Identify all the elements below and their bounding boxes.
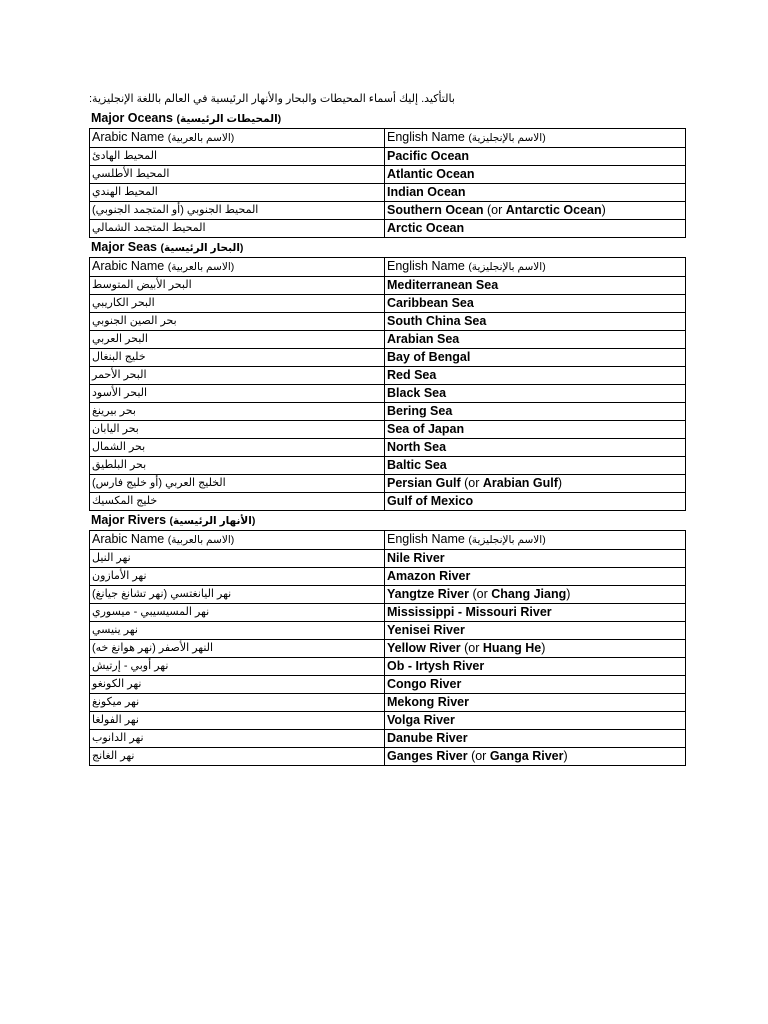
alt-suffix: ) (566, 587, 571, 601)
document (89, 90, 681, 766)
english-name-cell (385, 184, 686, 202)
header-english-label-ar: (الاسم بالإنجليزية) (468, 534, 546, 546)
english-name-cell (385, 622, 686, 640)
english-name-cell (385, 586, 686, 604)
english-name: Ganges River (387, 749, 468, 763)
header-english-name (385, 531, 686, 550)
english-name-cell (385, 385, 686, 403)
alt-prefix: (or (460, 641, 483, 655)
table-row (90, 220, 686, 238)
table-row (90, 202, 686, 220)
intro-text: بالتأكيد. إليك أسماء المحيطات والبحار والأنهار الرئيسية في العالم باللغة الإنجليزية: (89, 93, 455, 105)
table-row (90, 748, 686, 766)
english-name: Mekong River (387, 695, 469, 709)
table-row (90, 604, 686, 622)
table-row (90, 730, 686, 748)
arabic-name-cell: البحر الكاريبي (90, 295, 385, 313)
header-arabic-label-ar: (الاسم بالعربية) (167, 534, 235, 546)
english-name: Persian Gulf (387, 476, 461, 490)
english-name-cell (385, 493, 686, 511)
english-name: Baltic Sea (387, 458, 447, 472)
table-row (90, 331, 686, 349)
table-row (90, 166, 686, 184)
english-name: Ob - Irtysh River (387, 659, 485, 673)
arabic-name-cell: بحر بيرينغ (90, 403, 385, 421)
english-name-cell (385, 166, 686, 184)
english-name: Arctic Ocean (387, 221, 465, 235)
english-name-cell (385, 367, 686, 385)
header-arabic-name (90, 129, 385, 148)
header-english-label-ar: (الاسم بالإنجليزية) (468, 261, 546, 273)
alt-prefix: (or (468, 587, 492, 601)
arabic-name-cell: البحر الأحمر (90, 367, 385, 385)
header-english-label-ar: (الاسم بالإنجليزية) (468, 132, 546, 144)
arabic-name-cell: نهر النيل (90, 550, 385, 568)
arabic-name-cell: خليج المكسيك (90, 493, 385, 511)
alt-prefix: (or (483, 203, 506, 217)
header-english-label: English Name (387, 130, 465, 144)
english-name-cell (385, 403, 686, 421)
section-title-rivers (89, 511, 681, 530)
arabic-name-cell: النهر الأصفر (نهر هوانغ خه) (90, 640, 385, 658)
english-name: Pacific Ocean (387, 149, 469, 163)
english-name-cell (385, 220, 686, 238)
table-row (90, 421, 686, 439)
section-title-en: Major Seas (91, 240, 158, 254)
arabic-name-cell: نهر المسيسيبي - ميسوري (90, 604, 385, 622)
english-name-cell (385, 202, 686, 220)
header-english-name (385, 258, 686, 277)
english-name-cell (385, 712, 686, 730)
section-title-seas (89, 238, 681, 257)
table-row (90, 439, 686, 457)
table-seas (89, 257, 686, 511)
alt-suffix: ) (541, 641, 546, 655)
arabic-name-cell: نهر الأمازون (90, 568, 385, 586)
header-english-name (385, 129, 686, 148)
section-title-ar: (البحار الرئيسية) (160, 242, 244, 254)
english-name-cell (385, 457, 686, 475)
section-title-ar: (المحيطات الرئيسية) (176, 113, 282, 125)
table-row (90, 457, 686, 475)
english-name: Gulf of Mexico (387, 494, 474, 508)
table-row (90, 586, 686, 604)
table-row (90, 640, 686, 658)
english-name: Volga River (387, 713, 455, 727)
english-name-cell (385, 730, 686, 748)
english-name-cell (385, 295, 686, 313)
english-name-cell (385, 694, 686, 712)
header-arabic-label: Arabic Name (92, 130, 165, 144)
english-name: Nile River (387, 551, 445, 565)
english-name: North Sea (387, 440, 447, 454)
table-row (90, 349, 686, 367)
arabic-name-cell: البحر الأبيض المتوسط (90, 277, 385, 295)
arabic-name-cell: المحيط الهادئ (90, 148, 385, 166)
english-name: Arabian Sea (387, 332, 460, 346)
arabic-name-cell: نهر أوبي - إرتيش (90, 658, 385, 676)
english-name: Yellow River (387, 641, 461, 655)
english-name-cell (385, 748, 686, 766)
english-name: Red Sea (387, 368, 437, 382)
table-row (90, 277, 686, 295)
english-name: Danube River (387, 731, 468, 745)
english-name-cell (385, 604, 686, 622)
header-arabic-label-ar: (الاسم بالعربية) (167, 261, 235, 273)
alt-prefix: (or (460, 476, 483, 490)
arabic-name-cell: الخليج العربي (أو خليج فارس) (90, 475, 385, 493)
arabic-name-cell: نهر ميكونغ (90, 694, 385, 712)
english-alt-name: Antarctic Ocean (505, 203, 602, 217)
english-name-cell (385, 568, 686, 586)
alt-suffix: ) (563, 749, 568, 763)
english-name: Indian Ocean (387, 185, 466, 199)
arabic-name-cell: بحر البلطيق (90, 457, 385, 475)
section-title-oceans (89, 109, 681, 128)
arabic-name-cell: نهر الكونغو (90, 676, 385, 694)
english-name: Southern Ocean (387, 203, 484, 217)
arabic-name-cell: نهر اليانغتسي (نهر تشانغ جيانغ) (90, 586, 385, 604)
english-alt-name: Arabian Gulf (482, 476, 558, 490)
section-title-en: Major Rivers (91, 513, 167, 527)
table-row (90, 568, 686, 586)
sections-container (89, 109, 681, 766)
english-name-cell (385, 640, 686, 658)
arabic-name-cell: نهر الدانوب (90, 730, 385, 748)
arabic-name-cell: بحر الشمال (90, 439, 385, 457)
table-row (90, 403, 686, 421)
table-row (90, 622, 686, 640)
table-row (90, 148, 686, 166)
table-rivers (89, 530, 686, 766)
english-name: Yangtze River (387, 587, 469, 601)
section-title-ar: (الأنهار الرئيسية) (169, 515, 256, 527)
header-arabic-name (90, 258, 385, 277)
arabic-name-cell: بحر اليابان (90, 421, 385, 439)
header-arabic-label-ar: (الاسم بالعربية) (167, 132, 235, 144)
table-oceans (89, 128, 686, 238)
table-row (90, 676, 686, 694)
arabic-name-cell: نهر الغانج (90, 748, 385, 766)
english-name-cell (385, 349, 686, 367)
table-row (90, 712, 686, 730)
section-title-en: Major Oceans (91, 111, 173, 125)
table-row (90, 550, 686, 568)
table-row (90, 658, 686, 676)
arabic-name-cell: خليج البنغال (90, 349, 385, 367)
english-name-cell (385, 331, 686, 349)
alt-suffix: ) (557, 476, 563, 490)
table-row (90, 475, 686, 493)
english-name-cell (385, 313, 686, 331)
english-name: Mediterranean Sea (387, 278, 499, 292)
english-name-cell (385, 439, 686, 457)
table-row (90, 694, 686, 712)
english-name-cell (385, 277, 686, 295)
table-row (90, 313, 686, 331)
english-name: Mississippi - Missouri River (387, 605, 552, 619)
arabic-name-cell: بحر الصين الجنوبي (90, 313, 385, 331)
arabic-name-cell: المحيط المتجمد الشمالي (90, 220, 385, 238)
english-name-cell (385, 676, 686, 694)
table-header-row (90, 129, 686, 148)
table-row (90, 295, 686, 313)
english-name-cell (385, 421, 686, 439)
arabic-name-cell: المحيط الجنوبي (أو المتجمد الجنوبي) (90, 202, 385, 220)
english-alt-name: Ganga River (489, 749, 564, 763)
table-row (90, 385, 686, 403)
table-row (90, 493, 686, 511)
english-name: South China Sea (387, 314, 487, 328)
english-name: Bay of Bengal (387, 350, 471, 364)
arabic-name-cell: المحيط الأطلسي (90, 166, 385, 184)
english-name: Caribbean Sea (387, 296, 474, 310)
arabic-name-cell: البحر الأسود (90, 385, 385, 403)
english-name: Yenisei River (387, 623, 465, 637)
table-header-row (90, 258, 686, 277)
alt-prefix: (or (467, 749, 490, 763)
english-name: Sea of Japan (387, 422, 465, 436)
table-row (90, 367, 686, 385)
english-name: Black Sea (387, 386, 447, 400)
arabic-name-cell: البحر العربي (90, 331, 385, 349)
english-name-cell (385, 550, 686, 568)
header-arabic-name (90, 531, 385, 550)
header-english-label: English Name (387, 259, 465, 273)
header-arabic-label: Arabic Name (92, 259, 165, 273)
english-name: Bering Sea (387, 404, 453, 418)
english-name: Amazon River (387, 569, 471, 583)
table-row (90, 184, 686, 202)
arabic-name-cell: المحيط الهندي (90, 184, 385, 202)
english-name-cell (385, 475, 686, 493)
english-alt-name: Chang Jiang (491, 587, 567, 601)
english-name: Congo River (387, 677, 462, 691)
header-arabic-label: Arabic Name (92, 532, 165, 546)
english-name-cell (385, 148, 686, 166)
english-alt-name: Huang He (482, 641, 542, 655)
header-english-label: English Name (387, 532, 465, 546)
english-name-cell (385, 658, 686, 676)
alt-suffix: ) (601, 203, 606, 217)
table-header-row (90, 531, 686, 550)
arabic-name-cell: نهر ينيسي (90, 622, 385, 640)
english-name: Atlantic Ocean (387, 167, 475, 181)
arabic-name-cell: نهر الفولغا (90, 712, 385, 730)
